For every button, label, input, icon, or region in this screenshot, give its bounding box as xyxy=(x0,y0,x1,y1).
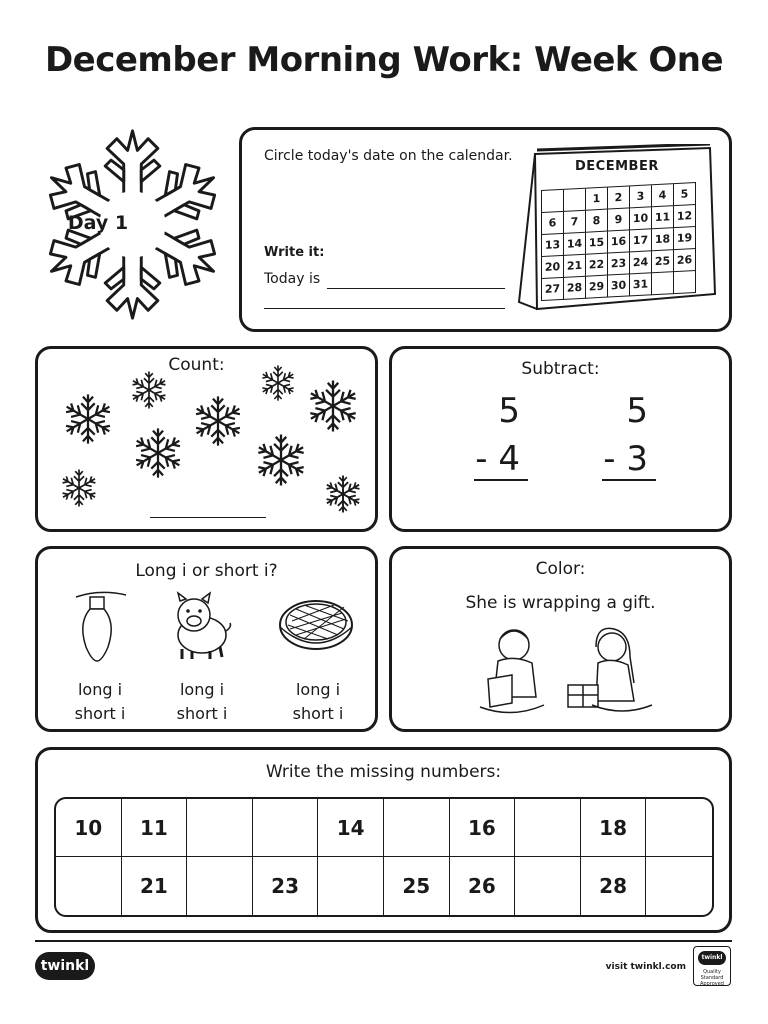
calendar-day-25[interactable]: 25 xyxy=(652,250,674,273)
calendar-day-3[interactable]: 3 xyxy=(630,185,652,208)
item-2-long-option[interactable]: long i xyxy=(179,680,225,699)
color-title: Color: xyxy=(535,559,586,579)
calendar-day-24[interactable]: 24 xyxy=(630,251,652,274)
count-snowflake-icon xyxy=(258,363,298,403)
calendar-day-30[interactable]: 30 xyxy=(608,274,630,297)
calendar-day-10[interactable]: 10 xyxy=(630,207,652,230)
calendar-day-19[interactable]: 19 xyxy=(674,227,696,250)
pie-icon xyxy=(278,595,354,655)
number-cell: 23 xyxy=(253,857,319,915)
calendar-day-29[interactable]: 29 xyxy=(586,276,608,299)
subtract-box xyxy=(389,346,732,532)
calendar-empty-cell xyxy=(564,189,586,212)
children-illustration[interactable] xyxy=(472,623,662,723)
color-box xyxy=(389,546,732,732)
date-write-line[interactable] xyxy=(327,288,505,289)
badge-logo: twinkl xyxy=(698,951,726,965)
number-cell: 18 xyxy=(581,799,647,857)
count-snowflake-icon xyxy=(304,377,362,435)
subtract-1-top: 5 xyxy=(498,391,520,431)
calendar-day-5[interactable]: 5 xyxy=(674,183,696,206)
subtract-title: Subtract: xyxy=(521,359,600,379)
calendar-day-16[interactable]: 16 xyxy=(608,230,630,253)
count-snowflake-icon xyxy=(322,473,364,515)
count-snowflake-icon xyxy=(60,391,116,447)
calendar-day-1[interactable]: 1 xyxy=(586,188,608,211)
count-snowflake-icon xyxy=(190,393,246,449)
number-cell: 21 xyxy=(122,857,188,915)
calendar-day-18[interactable]: 18 xyxy=(652,228,674,251)
blank-number-cell[interactable] xyxy=(515,857,581,915)
calendar-day-21[interactable]: 21 xyxy=(564,255,586,278)
calendar-empty-cell xyxy=(674,271,696,294)
quality-badge xyxy=(693,946,731,986)
calendar-empty-cell xyxy=(652,272,674,295)
item-3-short-option[interactable]: short i xyxy=(292,704,344,723)
pig-icon xyxy=(166,591,236,663)
calendar-day-20[interactable]: 20 xyxy=(542,256,564,279)
blank-number-cell[interactable] xyxy=(56,857,122,915)
count-title: Count: xyxy=(168,355,225,375)
calendar-grid xyxy=(541,182,696,301)
count-box xyxy=(35,346,378,532)
calendar-day-27[interactable]: 27 xyxy=(542,278,564,301)
badge-text: Quality Standard Approved xyxy=(700,969,724,987)
twinkl-logo[interactable]: twinkl xyxy=(35,952,95,980)
calendar-day-13[interactable]: 13 xyxy=(542,234,564,257)
blank-number-cell[interactable] xyxy=(646,857,712,915)
subtract-1-bottom: - 4 xyxy=(475,439,520,479)
snowflake-icon xyxy=(35,127,230,322)
count-answer-line[interactable] xyxy=(150,517,266,518)
calendar-empty-cell xyxy=(542,190,564,213)
number-cell: 26 xyxy=(450,857,516,915)
page-title: December Morning Work: Week One xyxy=(44,40,724,80)
calendar xyxy=(515,144,720,319)
calendar-day-12[interactable]: 12 xyxy=(674,205,696,228)
calendar-day-4[interactable]: 4 xyxy=(652,184,674,207)
number-cell: 11 xyxy=(122,799,188,857)
calendar-month: DECEMBER xyxy=(575,159,659,174)
blank-number-cell[interactable] xyxy=(646,799,712,857)
number-cell: 10 xyxy=(56,799,122,857)
item-1-long-option[interactable]: long i xyxy=(77,680,123,699)
color-sentence: She is wrapping a gift. xyxy=(465,593,656,613)
calendar-day-26[interactable]: 26 xyxy=(674,249,696,272)
count-snowflake-icon xyxy=(128,369,170,411)
calendar-day-11[interactable]: 11 xyxy=(652,206,674,229)
calendar-day-17[interactable]: 17 xyxy=(630,229,652,252)
count-snowflake-icon xyxy=(130,425,186,481)
calendar-day-9[interactable]: 9 xyxy=(608,208,630,231)
subtract-2-answer-line[interactable] xyxy=(602,479,656,481)
item-2-short-option[interactable]: short i xyxy=(176,704,228,723)
today-prefix: Today is xyxy=(264,271,321,287)
calendar-day-14[interactable]: 14 xyxy=(564,233,586,256)
count-snowflake-icon xyxy=(58,467,100,509)
date-write-line-2[interactable] xyxy=(264,308,505,309)
calendar-day-8[interactable]: 8 xyxy=(586,210,608,233)
number-cell: 16 xyxy=(450,799,516,857)
light-bulb-icon xyxy=(70,591,130,663)
visit-link[interactable]: visit twinkl.com xyxy=(605,962,686,972)
subtract-2-bottom: - 3 xyxy=(603,439,648,479)
number-cell: 25 xyxy=(384,857,450,915)
calendar-day-31[interactable]: 31 xyxy=(630,273,652,296)
count-snowflake-icon xyxy=(252,431,310,489)
blank-number-cell[interactable] xyxy=(318,857,384,915)
blank-number-cell[interactable] xyxy=(515,799,581,857)
write-heading: Write it: xyxy=(264,245,325,260)
date-instruction: Circle today's date on the calendar. xyxy=(264,148,513,164)
blank-number-cell[interactable] xyxy=(187,857,253,915)
long-short-box xyxy=(35,546,378,732)
blank-number-cell[interactable] xyxy=(187,799,253,857)
calendar-day-28[interactable]: 28 xyxy=(564,277,586,300)
number-cell: 28 xyxy=(581,857,647,915)
calendar-day-6[interactable]: 6 xyxy=(542,212,564,235)
day-label: Day 1 xyxy=(67,212,129,234)
calendar-day-2[interactable]: 2 xyxy=(608,186,630,209)
missing-numbers-title: Write the missing numbers: xyxy=(265,762,502,782)
number-cell: 14 xyxy=(318,799,384,857)
calendar-day-23[interactable]: 23 xyxy=(608,252,630,275)
item-1-short-option[interactable]: short i xyxy=(74,704,126,723)
subtract-1-answer-line[interactable] xyxy=(474,479,528,481)
calendar-day-15[interactable]: 15 xyxy=(586,232,608,255)
item-3-long-option[interactable]: long i xyxy=(295,680,341,699)
subtract-2-top: 5 xyxy=(626,391,648,431)
long-short-title: Long i or short i? xyxy=(135,561,278,581)
footer-divider xyxy=(35,940,732,942)
blank-number-cell[interactable] xyxy=(253,799,319,857)
calendar-day-22[interactable]: 22 xyxy=(586,254,608,277)
number-grid xyxy=(54,797,714,917)
calendar-day-7[interactable]: 7 xyxy=(564,211,586,234)
blank-number-cell[interactable] xyxy=(384,799,450,857)
